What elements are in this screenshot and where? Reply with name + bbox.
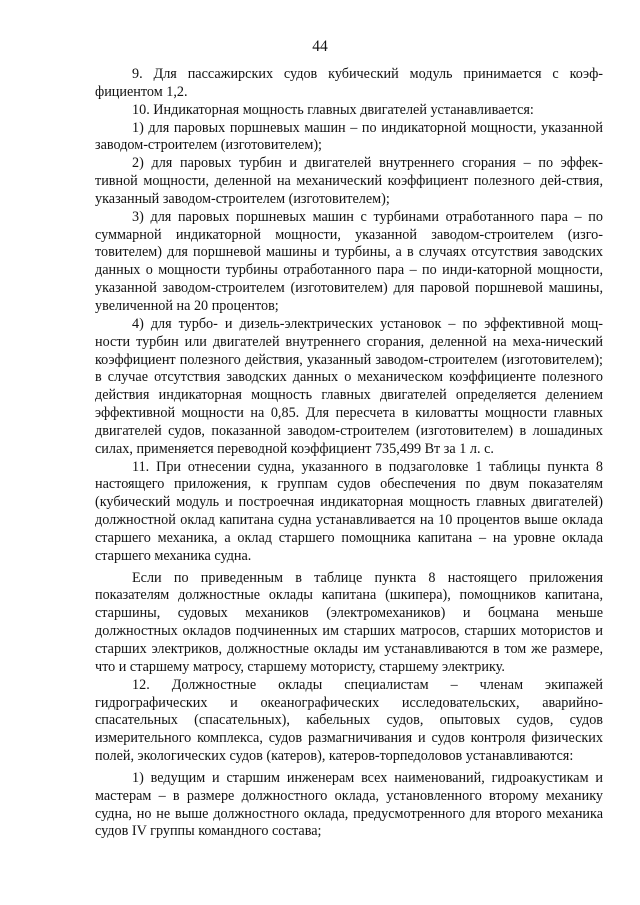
paragraph-10-item-2: 2) для паровых турбин и двигателей внутреннего сгорания – по эффек-тивной мощности, деленной на механический коэффициент полезного дей-ствия, указанный заводом-строителем (изготовителем); xyxy=(95,155,603,207)
paragraph-10-item-4: 4) для турбо- и дизель-электрических установок – по эффективной мощ-ности турбин или двигателей внутреннего сгорания, деленной на меха-нический коэффициент полезного действия, указанный заводом-строителем (изготовителем); в случае отсутствия заводских данных о механическом коэффициенте полезного действия индикаторная мощность главных двигателей определяется делением эффективной мощности на 0,85. Для пересчета в киловатты мощности главных двигателей судов, показанной заводом-строителем (изготовителем) в лошадиных силах, применяется переводной коэффициент 735,499 Вт за 1 л. с. xyxy=(95,315,603,457)
paragraph-12-item-1: 1) ведущим и старшим инженерам всех наименований, гидроакустикам и мастерам – в размере должностного оклада, установленного второму механику судна, но не выше должностного оклада, предусмотренного для второго механика судов IV группы командного состава; xyxy=(95,769,603,840)
page-number: 44 xyxy=(312,38,328,55)
paragraph-11-continuation: Если по приведенным в таблице пункта 8 настоящего приложения показателям должностные оклады капитана (шкипера), помощников капитана, старшины, судовых механиков (электромехаников) и боцмана меньше должностных окладов подчиненных им старших матросов, старших мотористов и старших электриков, должностные оклады им устанавливаются в том же размере, что и старшему матросу, старшему мотористу, старшему электрику. xyxy=(95,569,603,675)
paragraph-9: 9. Для пассажирских судов кубический модуль принимается с коэф-фициентом 1,2. xyxy=(95,66,603,100)
paragraph-10-item-3: 3) для паровых поршневых машин с турбинами отработанного пара – по суммарной индикаторной мощности, указанной заводом-строителем (изго-товителем) для поршневой машины и турбины, а в случаях отсутствия заводских данных о мощности турбины отработанного пара – по инди-каторной мощности, указанной заводом-строителем (изготовителем) для паровой поршневой машины, увеличенной на 20 процентов; xyxy=(95,208,603,314)
document-body xyxy=(95,66,603,841)
paragraph-11: 11. При отнесении судна, указанного в подзаголовке 1 таблицы пункта 8 настоящего приложения, к группам судов обеспечения по двум показателям (кубический модуль и построечная индикаторная мощность главных двигателей) должностной оклад капитана судна устанавливается на 10 процентов выше оклада старшего механика, а оклад старшего помощника капитана – на уровне оклада старшего механика судна. xyxy=(95,458,603,564)
paragraph-10-item-1: 1) для паровых поршневых машин – по индикаторной мощности, указанной заводом-строителем (изготовителем); xyxy=(95,119,603,154)
paragraph-12: 12. Должностные оклады специалистам – членам экипажей гидрографических и океанографических исследовательских, аварийно-спасательных (спасательных), кабельных судов, опытовых судов, судов измерительного комплекса, судов размагничивания и судов контроля физических полей, экологических судов (катеров), катеров-торпедоловов устанавливаются: xyxy=(95,676,603,765)
paragraph-10: 10. Индикаторная мощность главных двигателей устанавливается: xyxy=(132,101,534,118)
